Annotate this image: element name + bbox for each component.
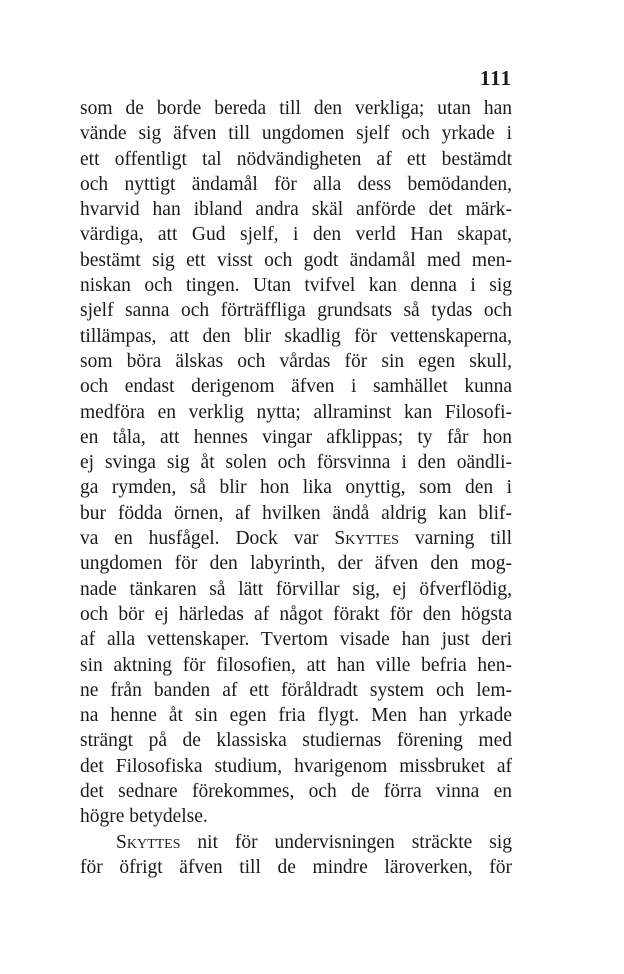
text-line <box>80 653 512 678</box>
text-run: hvarvid han ibland andra skäl anförde det märk- <box>80 199 512 221</box>
text-line <box>80 172 512 197</box>
text-run: nade tänkaren så lätt förvillar sig, ej öfverflödig, <box>80 578 512 600</box>
text-line <box>80 400 512 425</box>
text-run: och bör ej härledas af något förakt för den högsta <box>80 603 512 625</box>
text-run: ett offentligt tal nödvändigheten af ett bestämdt <box>80 148 512 170</box>
text-run: och endast derigenom äfven i samhället kunna <box>80 376 512 398</box>
text-run: varning till <box>398 528 512 550</box>
text-run: af alla vettenskaper. Tvertom visade han just deri <box>80 629 512 651</box>
text-run: niskan och tingen. Utan tvifvel kan denna i sig <box>80 275 512 297</box>
text-run: sjelf sanna och förträffliga grundsats så tydas och <box>80 300 512 322</box>
text-line <box>80 273 512 298</box>
text-line <box>80 855 512 880</box>
text-run: ga rymden, så blir hon lika onyttig, som den i <box>80 477 512 499</box>
text-run: bur födda örnen, af hvilken ändå aldrig kan blif- <box>80 502 512 524</box>
text-run: det Filosofiska studium, hvarigenom missbruket af <box>80 755 512 777</box>
text-run: värdiga, att Gud sjelf, i den verld Han skapat, <box>80 224 512 246</box>
text-run: för öfrigt äfven till de mindre läroverken, för <box>80 856 512 878</box>
text-run: ungdomen för den labyrinth, der äfven den mog- <box>80 553 512 575</box>
text-line <box>80 728 512 753</box>
text-run: medföra en verklig nytta; allraminst kan Filosofi- <box>80 401 512 423</box>
small-caps-name: Skyttes <box>334 528 399 550</box>
text-line <box>80 526 512 551</box>
text-run: och nyttigt ändamål för alla dess bemödanden, <box>80 173 512 195</box>
text-line <box>80 602 512 627</box>
text-run: det sednare förekommes, och de förra vinna en <box>80 781 512 803</box>
text-line <box>80 577 512 602</box>
text-run: va en husfågel. Dock var <box>80 528 335 550</box>
text-line <box>80 551 512 576</box>
text-run: strängt på de klassiska studiernas förening med <box>80 730 512 752</box>
text-run: som de borde bereda till den verkliga; utan han <box>80 98 512 119</box>
text-line <box>80 248 512 273</box>
text-run: nit för undervisningen sträckte sig <box>180 831 512 853</box>
text-line <box>80 501 512 526</box>
text-run: bestämt sig ett visst och godt ändamål med men- <box>80 249 512 271</box>
text-line <box>80 96 512 121</box>
text-run: en tåla, att hennes vingar afklippas; ty får hon <box>80 426 512 448</box>
text-line <box>80 754 512 779</box>
text-line <box>80 298 512 323</box>
text-run: tillämpas, att den blir skadlig för vettenskaperna, <box>80 325 512 347</box>
text-line <box>80 324 512 349</box>
text-run: sin aktning för filosofien, att han ville befria hen- <box>80 654 512 676</box>
text-line <box>80 830 512 855</box>
text-line <box>80 197 512 222</box>
text-line <box>80 349 512 374</box>
text-run: vände sig äfven till ungdomen sjelf och yrkade i <box>80 123 512 145</box>
text-line <box>80 703 512 728</box>
text-line <box>80 222 512 247</box>
page-number: 111 <box>479 66 512 90</box>
body-text <box>80 96 512 880</box>
text-run: ne från banden af ett föråldradt system och lem- <box>80 679 512 701</box>
text-run: na henne åt sin egen fria flygt. Men han yrkade <box>80 705 512 727</box>
text-line <box>80 678 512 703</box>
text-line <box>80 627 512 652</box>
text-line <box>80 374 512 399</box>
text-line <box>80 779 512 804</box>
text-line <box>80 147 512 172</box>
text-run: som böra älskas och vårdas för sin egen skull, <box>80 350 512 372</box>
text-line <box>80 450 512 475</box>
text-line <box>80 121 512 146</box>
text-line <box>80 425 512 450</box>
small-caps-name: Skyttes <box>116 831 181 853</box>
text-line <box>80 804 512 829</box>
text-run: ej svinga sig åt solen och försvinna i den oändli- <box>80 452 512 474</box>
text-line <box>80 475 512 500</box>
text-run: högre betydelse. <box>80 806 208 828</box>
